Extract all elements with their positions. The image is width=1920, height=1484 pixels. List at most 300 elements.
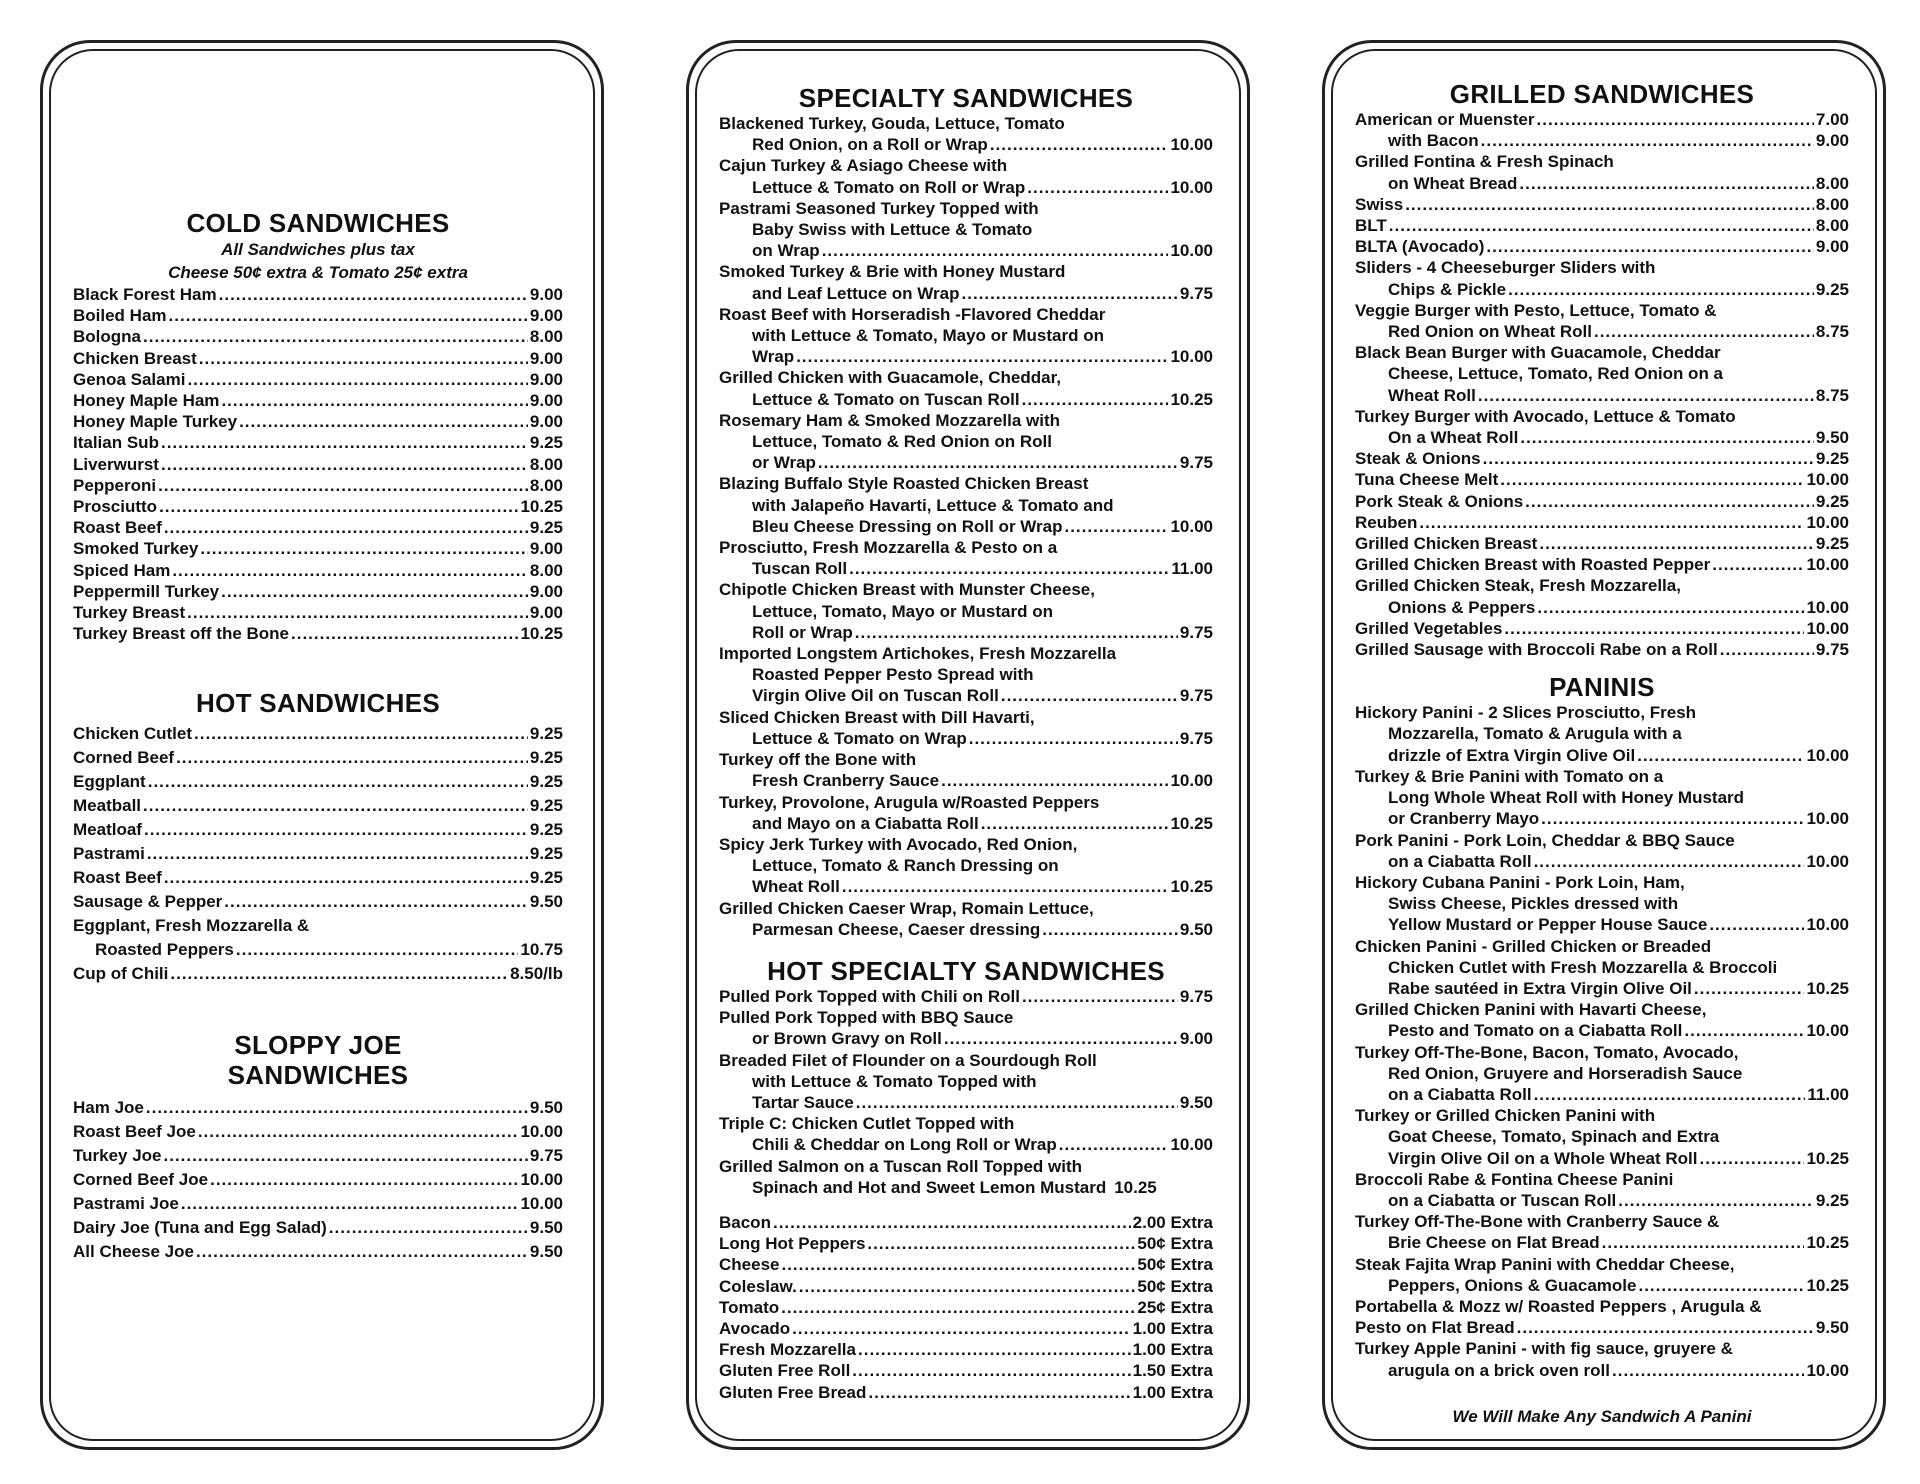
item-line: Cajun Turkey & Asiago Cheese with [719, 156, 1008, 176]
leader-dots [1712, 554, 1804, 575]
menu-item [719, 537, 1213, 579]
item-name: drizzle of Extra Virgin Olive Oil [1388, 745, 1636, 765]
item-price: 8.00 [1815, 173, 1849, 193]
item-price: 9.25 [529, 748, 563, 768]
leader-dots [1537, 109, 1814, 130]
item-price: 9.50 [1815, 428, 1849, 448]
item-line [1355, 618, 1849, 639]
item-line [719, 346, 1213, 367]
leader-dots [773, 1212, 1131, 1233]
menu-item [1355, 1254, 1849, 1296]
menu-item [73, 326, 563, 347]
leader-dots [164, 1144, 528, 1168]
item-line [719, 813, 1213, 834]
item-name: Chips & Pickle [1388, 279, 1507, 299]
item-line: with Jalapeño Havarti, Lettuce & Tomato and [752, 495, 1114, 515]
item-name: Spinach and Hot and Sweet Lemon Mustard [752, 1177, 1107, 1197]
item-price: 9.25 [529, 820, 563, 840]
item-price: 10.00 [1170, 241, 1213, 261]
item-line: Blazing Buffalo Style Roasted Chicken Breast [719, 474, 1089, 494]
item-price: 9.25 [1815, 449, 1849, 469]
menu-item [719, 1007, 1213, 1049]
leader-dots [170, 962, 508, 986]
item-price: 9.25 [529, 772, 563, 792]
menu-item [73, 746, 563, 770]
item-price: 9.25 [1815, 534, 1849, 554]
leader-dots [1539, 533, 1814, 554]
menu-item [1355, 533, 1849, 554]
menu-item [73, 475, 563, 496]
leader-dots [1638, 1275, 1804, 1296]
menu-item [719, 1339, 1213, 1360]
item-price: 9.00 [529, 285, 563, 304]
item-line [73, 938, 563, 962]
item-line [1355, 1148, 1849, 1169]
item-price: 10.25 [1170, 877, 1213, 897]
item-line [719, 622, 1213, 643]
item-line: Portabella & Mozz w/ Roasted Peppers , Arugula & [1355, 1296, 1762, 1316]
item-price: 10.00 [1170, 771, 1213, 791]
menu-item [719, 1113, 1213, 1155]
item-name: Chili & Cheddar on Long Roll or Wrap [752, 1135, 1057, 1155]
item-line [1355, 1020, 1849, 1041]
menu-item [719, 707, 1213, 749]
leader-dots [1483, 448, 1814, 469]
item-name: Gluten Free Roll [719, 1361, 851, 1381]
item-name: and Leaf Lettuce on Wrap [752, 283, 960, 303]
leader-dots [196, 1240, 528, 1264]
item-price: 10.00 [1170, 347, 1213, 367]
item-name: Smoked Turkey [73, 539, 199, 559]
menu-item [1355, 1169, 1849, 1211]
item-price: 9.50 [1179, 1092, 1213, 1112]
leader-dots [329, 1216, 528, 1240]
item-line [719, 177, 1213, 198]
item-name: On a Wheat Roll [1388, 428, 1519, 448]
item-name: Black Forest Ham [73, 285, 217, 304]
item-price: 9.50 [529, 1218, 563, 1238]
item-line [1355, 469, 1849, 490]
item-name: Prosciutto [73, 497, 158, 517]
item-name: Virgin Olive Oil on Tuscan Roll [752, 686, 999, 706]
item-line: Roasted Pepper Pesto Spread with [752, 665, 1034, 685]
item-line: Hickory Panini - 2 Slices Prosciutto, Fresh [1355, 703, 1697, 723]
item-line: Rosemary Ham & Smoked Mozzarella with [719, 410, 1061, 430]
item-price: 9.50 [529, 1242, 563, 1262]
leader-dots [176, 746, 528, 770]
sloppy-joe-list [73, 1096, 563, 1264]
item-line [1355, 130, 1849, 151]
item-line: Sliced Chicken Breast with Dill Havarti, [719, 707, 1035, 727]
item-line [1355, 639, 1849, 660]
menu-item [73, 866, 563, 890]
item-line: Pork Panini - Pork Loin, Cheddar & BBQ Sauce [1355, 830, 1735, 850]
menu-item [73, 560, 563, 581]
item-name: Red Onion, on a Roll or Wrap [752, 135, 988, 155]
item-line: Imported Longstem Artichokes, Fresh Mozzarella [719, 644, 1117, 664]
item-name: Chicken Cutlet [73, 724, 193, 744]
leader-dots [981, 813, 1169, 834]
item-line [719, 770, 1213, 791]
menu-item [1355, 491, 1849, 512]
item-line: Blackened Turkey, Gouda, Lettuce, Tomato [719, 114, 1065, 133]
menu-item [719, 261, 1213, 303]
item-name: Roast Beef [73, 518, 162, 538]
item-name: or Wrap [752, 453, 816, 473]
item-line [719, 1092, 1213, 1113]
item-name: and Mayo on a Ciabatta Roll [752, 813, 979, 833]
leader-dots [143, 326, 528, 347]
item-name: Eggplant [73, 772, 146, 792]
menu-item [73, 1216, 563, 1240]
item-price: 1.00 Extra [1132, 1340, 1213, 1360]
item-line: Turkey Off-The-Bone, Bacon, Tomato, Avocado, [1355, 1042, 1739, 1062]
section-title-cold: COLD SANDWICHES [186, 208, 450, 238]
item-line [719, 728, 1213, 749]
menu-item [719, 304, 1213, 368]
leader-dots [1519, 173, 1814, 194]
item-line [1355, 1275, 1849, 1296]
section-title-specialty: SPECIALTY SANDWICHES [798, 83, 1134, 113]
item-name: All Cheese Joe [73, 1242, 194, 1262]
leader-dots [1481, 130, 1814, 151]
item-name: on Wheat Bread [1388, 173, 1518, 193]
menu-item [1355, 236, 1849, 257]
item-price: 9.25 [1815, 1190, 1849, 1210]
item-name: Brie Cheese on Flat Bread [1388, 1233, 1600, 1253]
item-name: Liverwurst [73, 454, 159, 474]
menu-item [719, 1212, 1213, 1233]
item-line: Turkey or Grilled Chicken Panini with [1355, 1106, 1656, 1126]
item-name: BLTA (Avocado) [1355, 237, 1485, 257]
item-price: 9.75 [1179, 283, 1213, 303]
leader-dots [1001, 685, 1178, 706]
item-line: Steak Fajita Wrap Panini with Cheddar Cheese, [1355, 1254, 1735, 1274]
item-line: Lettuce, Tomato & Red Onion on Roll [752, 432, 1053, 452]
item-price: 25¢ Extra [1137, 1297, 1213, 1317]
item-name: Spiced Ham [73, 560, 171, 580]
item-line [1355, 554, 1849, 575]
item-price: 10.00 [520, 1170, 563, 1190]
menu-item [1355, 1042, 1849, 1106]
menu-item [1355, 194, 1849, 215]
leader-dots [194, 722, 528, 746]
menu-item [73, 842, 563, 866]
leader-dots [781, 1254, 1135, 1275]
item-name: American or Muenster [1355, 110, 1535, 129]
item-line [1355, 808, 1849, 829]
item-price: 9.00 [529, 539, 563, 559]
item-price: 9.00 [1179, 1029, 1213, 1049]
item-price: 9.25 [529, 796, 563, 816]
menu-item [1355, 342, 1849, 406]
item-line: Grilled Salmon on a Tuscan Roll Topped with [719, 1156, 1083, 1176]
leader-dots [187, 369, 527, 390]
leader-dots [219, 284, 528, 305]
menu-item [73, 1120, 563, 1144]
item-line [1355, 491, 1849, 512]
item-price: 10.25 [1806, 978, 1849, 998]
item-line [1355, 427, 1849, 448]
panel-content [43, 208, 601, 1264]
item-price: 9.00 [529, 412, 563, 432]
item-price: 9.75 [1815, 640, 1849, 660]
menu-item [719, 579, 1213, 643]
leader-dots [1700, 1148, 1805, 1169]
item-name: Italian Sub [73, 433, 159, 453]
item-price: 9.25 [1815, 491, 1849, 511]
item-price: 10.00 [520, 1122, 563, 1142]
item-line [1355, 1317, 1849, 1338]
item-price: 8.00 [529, 454, 563, 474]
menu-item [73, 411, 563, 432]
item-line [1355, 279, 1849, 300]
leader-dots [1405, 194, 1814, 215]
item-price: 10.25 [1806, 1233, 1849, 1253]
cold-note-extras: Cheese 50¢ extra & Tomato 25¢ extra [168, 263, 468, 282]
panini-footer-note: We Will Make Any Sandwich A Panini [1452, 1406, 1752, 1426]
menu-item [73, 1240, 563, 1264]
leader-dots [867, 1233, 1135, 1254]
menu-item [73, 1144, 563, 1168]
item-price: 8.00 [1815, 216, 1849, 236]
menu-item [719, 198, 1213, 262]
item-name: Coleslaw. [719, 1276, 797, 1296]
leader-dots [210, 1168, 518, 1192]
menu-item [1355, 406, 1849, 448]
item-name: on Wrap [752, 241, 820, 261]
item-line [1355, 215, 1849, 236]
leader-dots [1612, 1360, 1804, 1381]
menu-item [1355, 1338, 1849, 1380]
item-price: 10.25 [520, 624, 563, 644]
leader-dots [944, 1028, 1178, 1049]
menu-item [1355, 469, 1849, 490]
menu-item [1355, 618, 1849, 639]
item-line [719, 558, 1213, 579]
item-name: Yellow Mustard or Pepper House Sauce [1388, 915, 1708, 935]
leader-dots [148, 770, 528, 794]
section-title-grilled: GRILLED SANDWICHES [1449, 79, 1755, 109]
menu-item [73, 770, 563, 794]
item-line: Broccoli Rabe & Fontina Cheese Panini [1355, 1169, 1674, 1189]
leader-dots [1389, 215, 1814, 236]
menu-item [1355, 300, 1849, 342]
item-price: 1.00 Extra [1132, 1382, 1213, 1402]
item-name: or Cranberry Mayo [1388, 809, 1540, 829]
item-price: 10.25 [1806, 1275, 1849, 1295]
item-name: Lettuce & Tomato on Roll or Wrap [752, 177, 1026, 197]
leader-dots [172, 560, 528, 581]
leader-dots [1419, 512, 1804, 533]
leader-dots [239, 411, 528, 432]
item-price: 10.00 [1806, 470, 1849, 490]
item-name: Turkey Breast off the Bone [73, 624, 290, 644]
menu-item [73, 890, 563, 914]
item-price: 8.00 [529, 560, 563, 580]
menu-item [719, 1233, 1213, 1254]
item-line [1355, 321, 1849, 342]
item-name: Lettuce & Tomato on Tuscan Roll [752, 389, 1020, 409]
menu-item [1355, 999, 1849, 1041]
menu-item [73, 369, 563, 390]
item-line: Turkey off the Bone with [719, 750, 917, 770]
item-line: Triple C: Chicken Cutlet Topped with [719, 1114, 1015, 1134]
menu-item [1355, 639, 1849, 660]
menu-item [1355, 936, 1849, 1000]
item-price: 9.00 [1815, 237, 1849, 257]
item-name: Fresh Mozzarella [719, 1340, 856, 1360]
menu-item [719, 1254, 1213, 1275]
item-line: Veggie Burger with Pesto, Lettuce, Tomato & [1355, 300, 1717, 320]
leader-dots [181, 1192, 519, 1216]
menu-item [719, 1050, 1213, 1114]
item-price: 10.00 [1806, 851, 1849, 871]
menu-item [1355, 1296, 1849, 1338]
item-line: Turkey Apple Panini - with fig sauce, gruyere & [1355, 1339, 1733, 1359]
grilled-sandwich-list [1355, 109, 1849, 660]
item-price: 10.25 [1170, 813, 1213, 833]
item-name: Roll or Wrap [752, 622, 853, 642]
leader-dots [1709, 914, 1804, 935]
item-name: BLT [1355, 216, 1387, 236]
item-price: 10.75 [520, 940, 563, 960]
item-line [719, 283, 1213, 304]
item-price: 9.25 [529, 724, 563, 744]
item-line: Spicy Jerk Turkey with Avocado, Red Onion, [719, 834, 1078, 854]
leader-dots [161, 432, 528, 453]
item-name: Dairy Joe (Tuna and Egg Salad) [73, 1218, 327, 1238]
menu-item [719, 113, 1213, 155]
item-price: 9.00 [529, 391, 563, 411]
item-name: on a Ciabatta Roll [1388, 851, 1532, 871]
item-line [719, 986, 1213, 1007]
item-name: Cup of Chili [73, 964, 169, 984]
menu-item [719, 749, 1213, 791]
item-name: arugula on a brick oven roll [1388, 1360, 1610, 1380]
item-name: Long Hot Peppers [719, 1234, 866, 1254]
section-title-sloppy-2: SANDWICHES [227, 1060, 409, 1091]
item-price: 9.50 [529, 892, 563, 912]
item-name: Ham Joe [73, 1098, 144, 1118]
item-price: 9.75 [1179, 986, 1213, 1006]
leader-dots [1525, 491, 1814, 512]
item-line: Cheese, Lettuce, Tomato, Red Onion on a [1388, 364, 1724, 384]
item-name: Parmesan Cheese, Caeser dressing [752, 919, 1041, 939]
item-price: 10.00 [1806, 1021, 1849, 1041]
item-line [1355, 109, 1849, 130]
menu-item [1355, 109, 1849, 130]
item-price: 9.25 [1815, 279, 1849, 299]
specialty-sandwich-list [719, 113, 1213, 940]
item-name: Tuna Cheese Melt [1355, 470, 1499, 490]
leader-dots [1504, 618, 1804, 639]
item-line [1355, 1360, 1849, 1381]
leader-dots [1537, 597, 1804, 618]
menu-item [73, 581, 563, 602]
section-title-hot: HOT SANDWICHES [196, 688, 440, 719]
leader-dots [962, 283, 1178, 304]
item-name: Roast Beef Joe [73, 1122, 196, 1142]
item-price: 8.75 [1815, 322, 1849, 342]
menu-item [1355, 766, 1849, 830]
item-name: Tuscan Roll [752, 559, 848, 579]
item-line: Turkey Burger with Avocado, Lettuce & Tomato [1355, 406, 1736, 426]
item-line: Lettuce, Tomato & Ranch Dressing on [752, 856, 1059, 876]
item-price: 9.75 [1179, 622, 1213, 642]
hot-specialty-list [719, 986, 1213, 1198]
menu-item [1355, 575, 1849, 617]
item-line: Grilled Chicken with Guacamole, Cheddar, [719, 368, 1061, 388]
menu-item [719, 367, 1213, 409]
leader-dots [147, 842, 528, 866]
leader-dots [199, 348, 528, 369]
menu-item [73, 602, 563, 623]
item-line: Swiss Cheese, Pickles dressed with [1388, 894, 1679, 914]
menu-item [719, 1360, 1213, 1381]
menu-item [73, 348, 563, 369]
leader-dots [200, 538, 528, 559]
item-name: Grilled Chicken Breast with Roasted Pepper [1355, 555, 1711, 575]
leader-dots [990, 134, 1169, 155]
menu-item [73, 517, 563, 538]
menu-item [73, 496, 563, 517]
menu-item [1355, 448, 1849, 469]
hot-sandwich-list [73, 722, 563, 914]
leader-dots [1534, 1084, 1806, 1105]
item-line [719, 1134, 1213, 1155]
leader-dots [1541, 808, 1804, 829]
item-name: Genoa Salami [73, 369, 186, 389]
leader-dots [164, 517, 528, 538]
leader-dots [144, 818, 528, 842]
menu-item [73, 284, 563, 305]
leader-dots [146, 1096, 528, 1120]
menu-item [719, 834, 1213, 898]
menu-item [719, 898, 1213, 940]
leader-dots [1478, 385, 1814, 406]
item-price: 10.00 [1806, 512, 1849, 532]
item-name: Sausage & Pepper [73, 892, 223, 912]
menu-item [719, 643, 1213, 707]
leader-dots [161, 454, 528, 475]
item-name: Meatloaf [73, 820, 142, 840]
item-name: Reuben [1355, 512, 1418, 532]
item-line [1355, 385, 1849, 406]
item-line: Chicken Panini - Grilled Chicken or Breaded [1355, 936, 1712, 956]
menu-item [73, 1168, 563, 1192]
extras-list [719, 1212, 1213, 1403]
item-line [719, 685, 1213, 706]
menu-item [73, 432, 563, 453]
menu-item [73, 390, 563, 411]
menu-item [719, 986, 1213, 1007]
menu-item [719, 1318, 1213, 1339]
item-line [719, 240, 1213, 261]
item-name: Pesto and Tomato on a Ciabatta Roll [1388, 1021, 1683, 1041]
item-line: Turkey, Provolone, Arugula w/Roasted Peppers [719, 792, 1100, 812]
item-line [1355, 1084, 1849, 1105]
cold-note-tax: All Sandwiches plus tax [221, 240, 415, 259]
menu-panel-center [686, 40, 1250, 1450]
item-line [1355, 978, 1849, 999]
item-line [1355, 236, 1849, 257]
item-name: Tomato [719, 1297, 780, 1317]
item-price: 9.00 [529, 581, 563, 601]
menu-item [73, 454, 563, 475]
item-price: 10.25 [520, 497, 563, 517]
item-line: Goat Cheese, Tomato, Spinach and Extra [1388, 1127, 1720, 1147]
